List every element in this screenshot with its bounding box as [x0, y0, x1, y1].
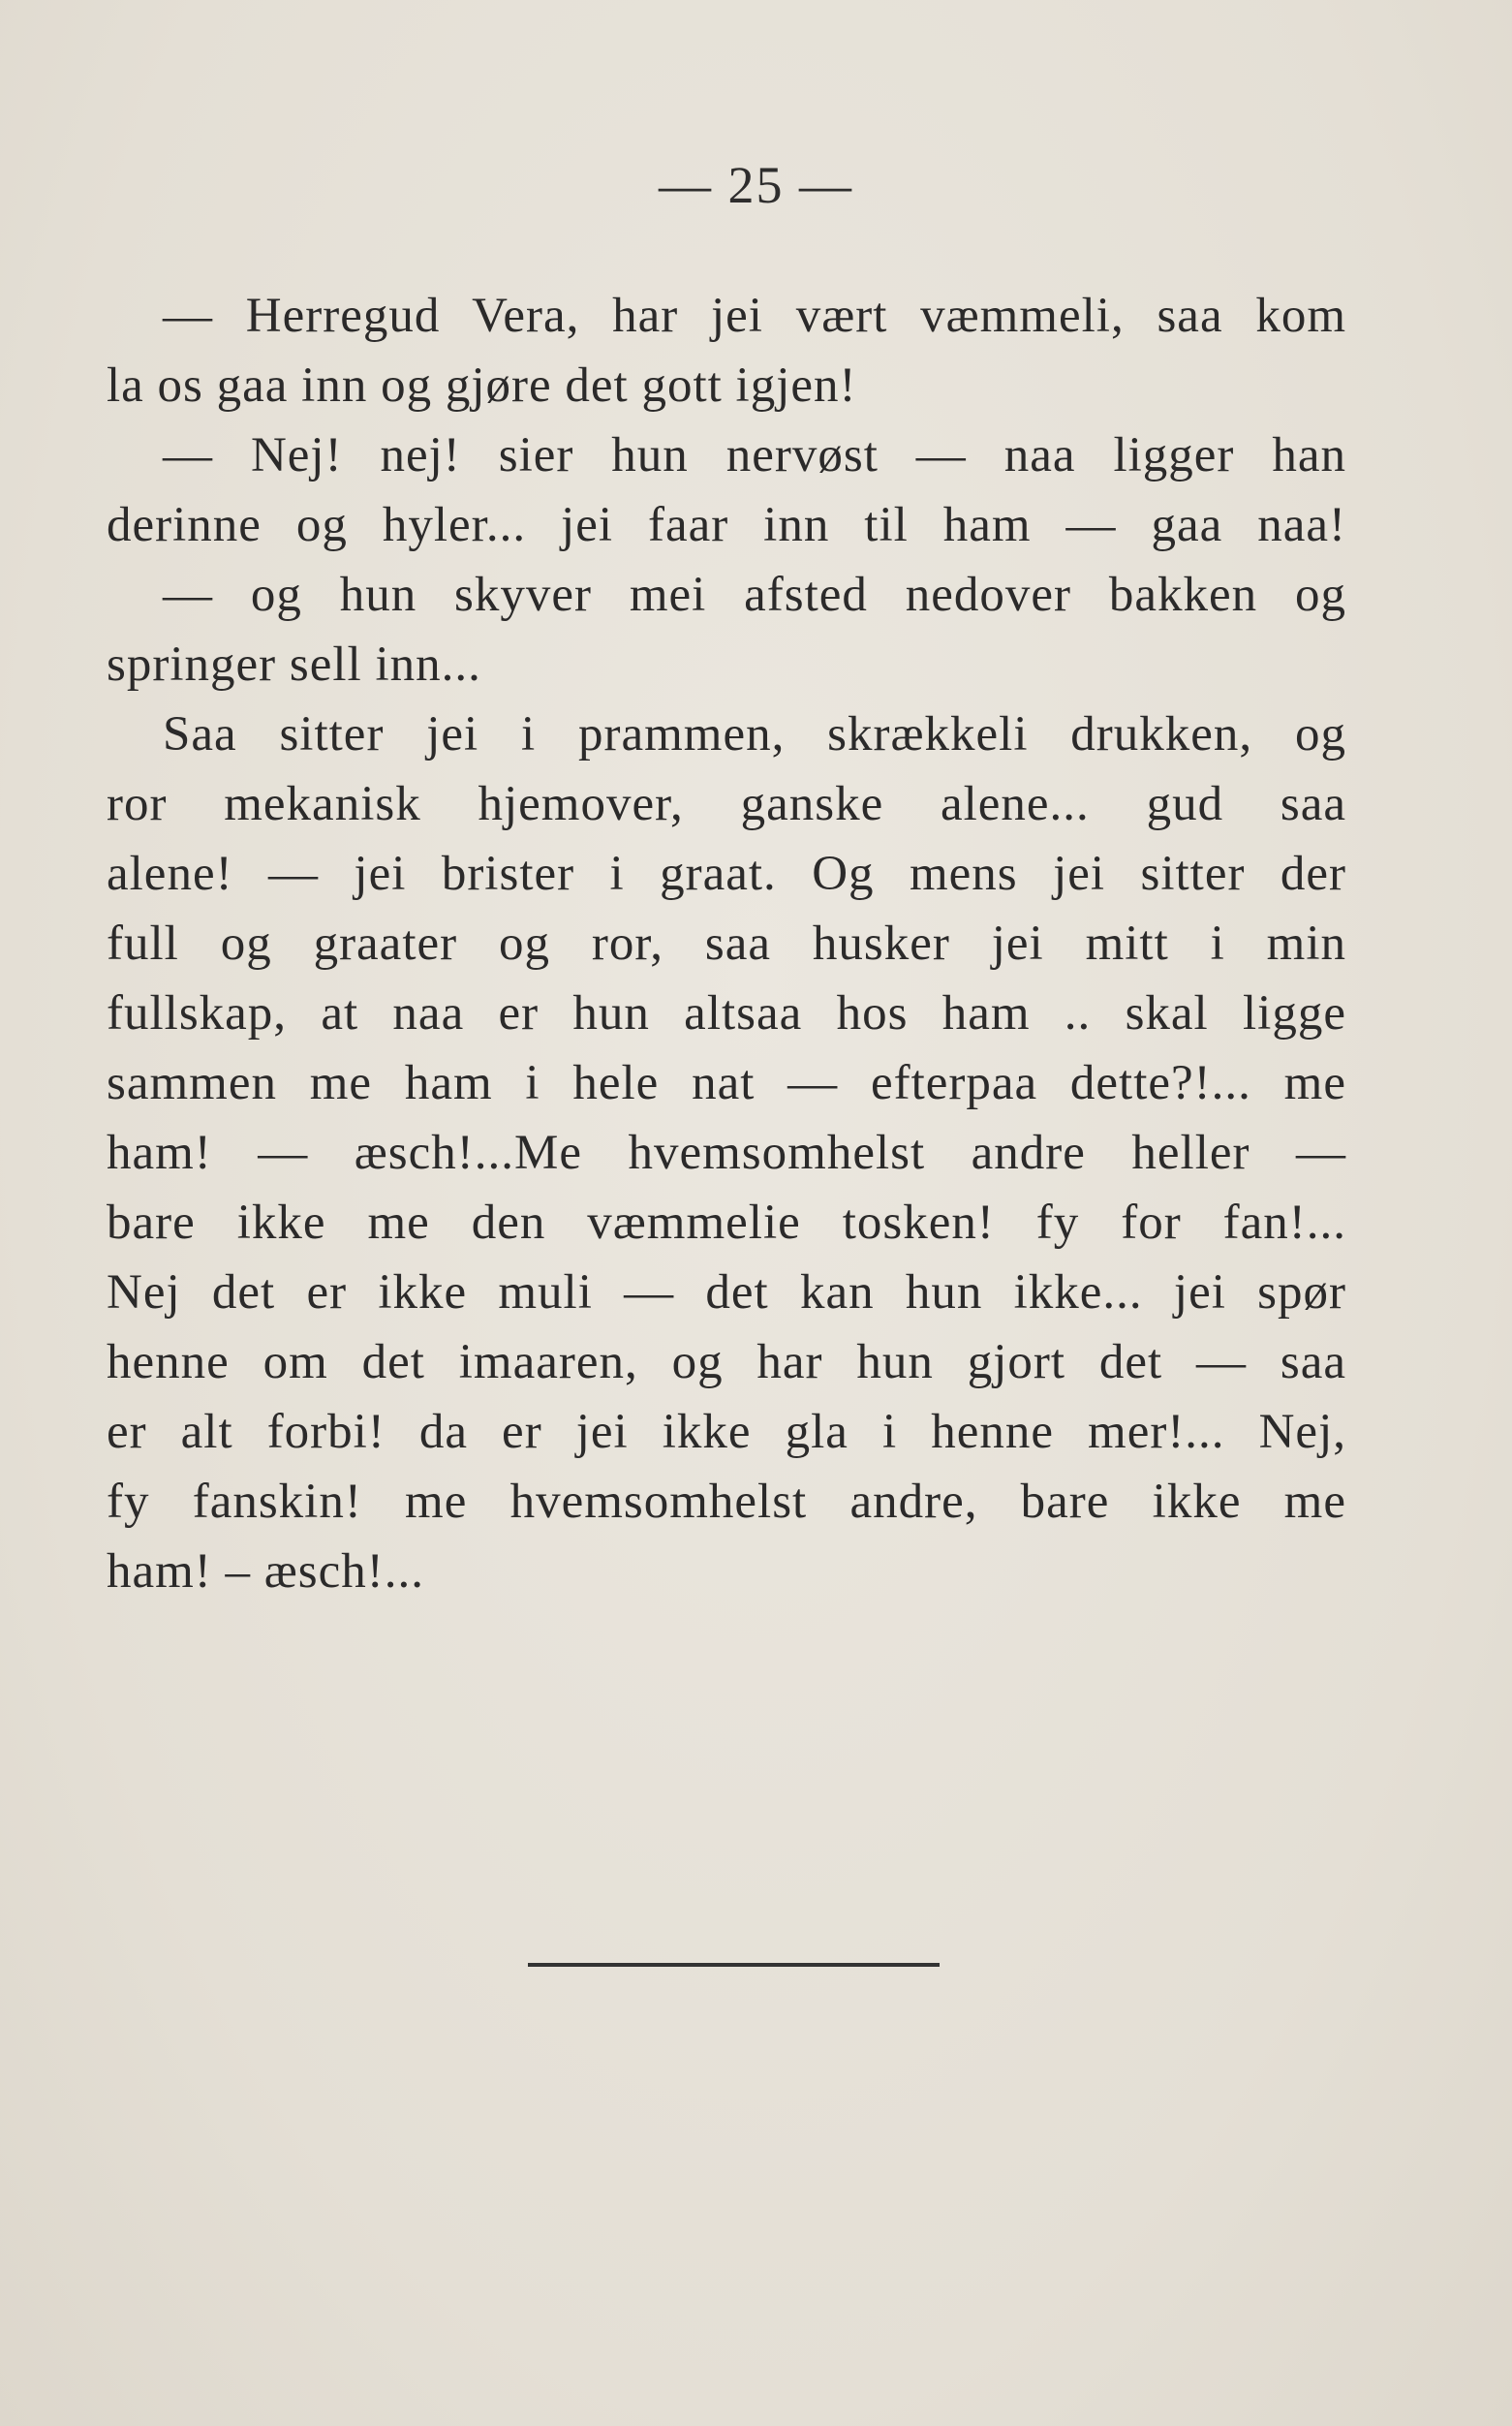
text-line: Nej det er ikke muli — det kan hun ikke... jei spør	[107, 1265, 1346, 1320]
text-line: ham! – æsch!...	[107, 1544, 425, 1599]
text-line: derinne og hyler... jei faar inn til ham — gaa naa!	[107, 498, 1346, 552]
text-line: sammen me ham i hele nat — efterpaa dette?!... me	[107, 1056, 1346, 1110]
text-line: ror mekanisk hjemover, ganske alene... gud saa	[107, 777, 1346, 831]
text-line: fullskap, at naa er hun altsaa hos ham .. skal ligge	[107, 986, 1346, 1041]
text-line: fy fanskin! me hvemsomhelst andre, bare ikke me	[107, 1475, 1346, 1529]
text-line: springer sell inn...	[107, 638, 481, 692]
text-line: — Nej! nej! sier hun nervøst — naa ligger han	[163, 428, 1346, 482]
text-line: la os gaa inn og gjøre det gott igjen!	[107, 358, 857, 413]
text-line: henne om det imaaren, og har hun gjort det — saa	[107, 1335, 1346, 1389]
section-divider	[528, 1963, 940, 1967]
text-line: Saa sitter jei i prammen, skrækkeli drukken, og	[163, 707, 1346, 762]
text-line: — Herregud Vera, har jei vært væmmeli, saa kom	[163, 289, 1346, 343]
text-line: alene! — jei brister i graat. Og mens jei sitter der	[107, 847, 1346, 901]
text-line: ham! — æsch!...Me hvemsomhelst andre heller —	[107, 1126, 1346, 1180]
text-line: — og hun skyver mei afsted nedover bakken og	[163, 568, 1346, 622]
text-line: bare ikke me den væmmelie tosken! fy for fan!...	[107, 1196, 1346, 1250]
text-body	[107, 281, 1346, 1606]
page-number: — 25 —	[659, 156, 853, 214]
text-line: er alt forbi! da er jei ikke gla i henne mer!... Nej,	[107, 1405, 1346, 1459]
text-line: full og graater og ror, saa husker jei mitt i min	[107, 917, 1346, 971]
